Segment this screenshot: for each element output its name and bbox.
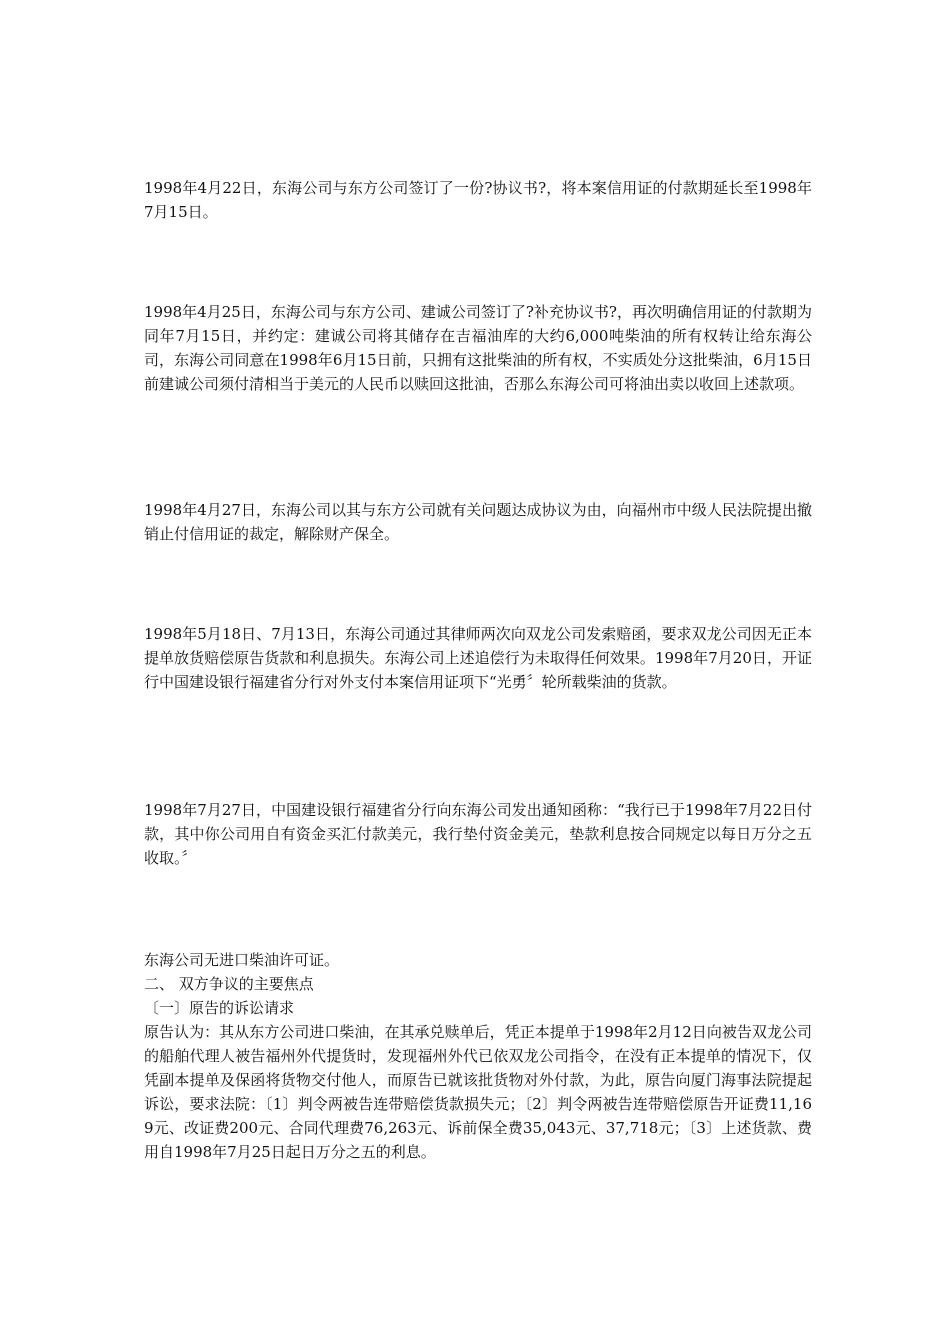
paragraph-revocation-request: 1998年4月27日，东海公司以其与东方公司就有关问题达成协议为由，向福州市中级人民法院提出撤销止付信用证的裁定，解除财产保全。	[144, 501, 812, 543]
paragraph-supplementary-agreement: 1998年4月25日，东海公司与东方公司、建诚公司签订了?补充协议书?，再次明确信用证的付款期为同年7月15日，并约定：建诚公司将其储存在吉福油库的大约6,000吨柴油的所有权转让给东海公司，东海公司同意在1998年6月15日前，只拥有这批柴油的所有权，不实质处分这批柴油，6月15日前建诚公司须付清相当于美元的人民币以赎回这批油，否那么东海公司可将油出卖以收回上述款项。	[144, 303, 812, 393]
paragraph-bank-notice: 1998年7月27日，中国建设银行福建省分行向东海公司发出通知函称：“我行已于1998年7月22日付款，其中你公司用自有资金买汇付款美元，我行垫付资金美元，垫款利息按合同规定以每日万分之五收取。〞	[144, 801, 812, 867]
section-heading: 二、 双方争议的主要焦点	[144, 975, 314, 993]
paragraph-plaintiff-claims: 原告认为：其从东方公司进口柴油，在其承兑赎单后，凭正本提单于1998年2月12日向被告双龙公司的船舶代理人被告福州外代提货时，发现福州外代已依双龙公司指令，在没有正本提单的情况下，仅凭副本提单及保函将货物交付他人，而原告已就该批货物对外付款，为此，原告向厦门海事法院提起诉讼，要求法院：〔1〕判令两被告连带赔偿货款损失元；〔2〕判令两被告连带赔偿原告开证费11,169元、改证费200元、合同代理费76,263元、诉前保全费35,043元、37,718元；〔3〕上述货款、费用自1998年7月25日起日万分之五的利息。	[144, 1023, 812, 1161]
paragraph-agreement-extension: 1998年4月22日，东海公司与东方公司签订了一份?协议书?，将本案信用证的付款期延长至1998年7月15日。	[144, 179, 812, 221]
paragraph-claim-letters: 1998年5月18日、7月13日，东海公司通过其律师两次向双龙公司发索赔函，要求双龙公司因无正本提单放货赔偿原告货款和利息损失。东海公司上述追偿行为未取得任何效果。1998年7月20日，开证行中国建设银行福建省分行对外支付本案信用证项下“光勇〞轮所载柴油的货款。	[144, 625, 812, 691]
subsection-heading: 〔一〕原告的诉讼请求	[144, 999, 295, 1017]
statement-no-license: 东海公司无进口柴油许可证。	[144, 951, 340, 969]
